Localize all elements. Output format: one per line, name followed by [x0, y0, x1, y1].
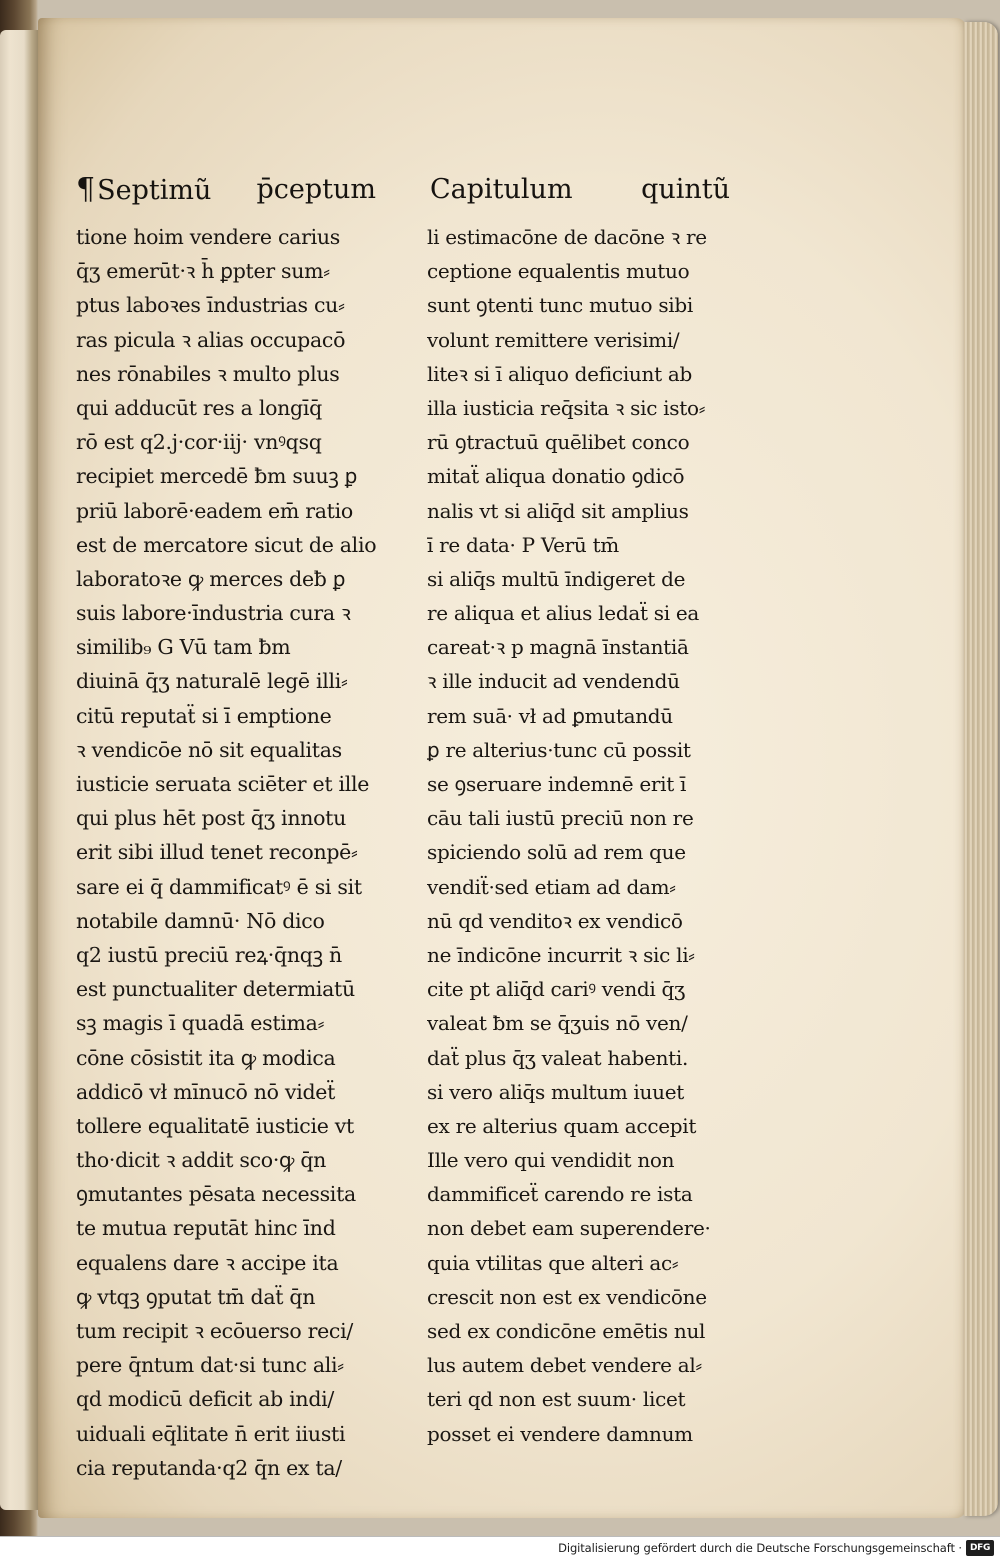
text-line: tum recipit ꝛ ecōuerso reci/ — [76, 1319, 353, 1343]
text-line: qd modicū deficit ab indi/ — [76, 1387, 335, 1412]
text-line: careat·ꝛ p magnā īnstantiā — [427, 635, 689, 660]
text-line: te mutua reputāt hinc īnd — [76, 1216, 336, 1241]
text-line: daẗ plus q̄ʒ valeat habenti. — [427, 1045, 689, 1070]
text-line: ꝯmutantes pēsata necessita — [76, 1182, 356, 1207]
text-line: ī re data· P Verū tm̄ — [427, 532, 619, 557]
text-line: equalens dare ꝛ accipe ita — [76, 1250, 339, 1275]
text-line: crescit non est ex vendicōne — [427, 1284, 707, 1309]
text-line: uiduali eq̄litate n̄ erit iiusti — [76, 1421, 346, 1446]
text-line: citū reputaẗ si ī emptione — [76, 703, 332, 728]
text-line: notabile damnū· Nō dico — [76, 908, 325, 933]
digitization-footer — [0, 1536, 1000, 1560]
text-line: lus autem debet vendere al⸗ — [427, 1353, 702, 1378]
text-line: Ille vero qui vendidit non — [427, 1148, 675, 1173]
text-line: re aliqua et alius ledaẗ si ea — [427, 601, 700, 626]
page-fore-edge — [964, 22, 998, 1516]
text-line: si vero aliq̄s multum iuuet — [427, 1079, 684, 1104]
text-line: teri qd non est suum· licet — [427, 1387, 686, 1412]
text-line: cāu tali iustū preciū non re — [427, 806, 694, 831]
text-line: ꝛ vendicōe nō sit equalitas — [76, 737, 342, 762]
text-line: mitaẗ aliqua donatio ꝯdicō — [427, 464, 685, 489]
text-line: ꝑ re alterius·tunc cū possit — [427, 737, 691, 762]
running-head-left — [76, 170, 376, 210]
text-line: tho·dicit ꝛ addit sco·ꝙ q̄n — [76, 1148, 327, 1173]
text-line: sꝫ magis ī quadā estima⸗ — [76, 1011, 325, 1036]
text-line: est de mercatore sicut de alio — [76, 532, 377, 557]
text-line: pere q̄ntum dat·si tunc ali⸗ — [76, 1353, 344, 1378]
text-line: nū qd venditoꝛ ex vendicō — [427, 908, 683, 933]
text-line: sunt ꝯtenti tunc mutuo sibi — [427, 293, 693, 318]
text-line: illa iusticia req̄sita ꝛ sic isto⸗ — [427, 395, 706, 420]
text-line: q̄ʒ emerūt·ꝛ h̄ ꝑpter sum⸗ — [76, 259, 330, 284]
running-head-left-word-2: p̄ceptum — [256, 174, 376, 205]
text-line: laboratoꝛe ꝙ merces deƀ ꝑ — [76, 566, 346, 591]
text-line: erit sibi illud tenet reconpē⸗ — [76, 840, 358, 865]
text-line: ꝛ ille inducit ad vendendū — [427, 669, 680, 694]
running-head-right-word-1: Capitulum — [430, 174, 573, 205]
text-line: tollere equalitatē iusticie vt — [76, 1113, 354, 1138]
text-line: posset ei vendere damnum — [427, 1421, 693, 1446]
text-line: addicō vł mīnucō nō videẗ — [76, 1079, 336, 1104]
text-line: rū ꝯtractuū quēlibet conco — [427, 430, 690, 455]
text-line: ras picula ꝛ alias occupacō — [76, 327, 346, 352]
running-head-right — [430, 170, 730, 210]
text-line: iusticie seruata sciēter et ille — [76, 772, 370, 796]
dfg-logo: DFG — [966, 1540, 994, 1556]
text-line: similib₉ G Vū tam ƀm — [76, 635, 291, 660]
text-line: spiciendo solū ad rem que — [427, 840, 686, 865]
text-line: dammificeẗ carendo re ista — [427, 1182, 693, 1207]
text-line: rō est q2.j·cor·iij· vnꝰqsq — [76, 430, 322, 455]
text-line: ex re alterius quam accepit — [427, 1113, 697, 1138]
text-line: quia vtilitas que alteri ac⸗ — [427, 1250, 679, 1275]
text-line: ne īndicōne incurrit ꝛ sic li⸗ — [427, 942, 695, 967]
text-line: rem suā· vł ad ꝑmutandū — [427, 703, 673, 728]
text-line: priū laborē·eadem em̄ ratio — [76, 498, 353, 523]
facing-page-edge — [0, 30, 40, 1510]
text-line: nes rōnabiles ꝛ multo plus — [76, 361, 340, 386]
text-line: cia reputanda·q2 q̄n ex ta/ — [76, 1455, 342, 1480]
running-head-left-word-1: Septimũ — [97, 175, 212, 206]
text-line: volunt remittere verisimi/ — [427, 327, 680, 352]
text-line: suis labore·īndustria cura ꝛ — [76, 601, 351, 626]
text-line: cōne cōsistit ita ꝙ modica — [76, 1045, 336, 1070]
text-line: est punctualiter determiatū — [76, 977, 355, 1002]
text-line: cite pt aliq̄d cariꝰ vendi q̄ʒ — [427, 977, 686, 1002]
text-line: qui plus hēt post q̄ʒ innotu — [76, 806, 347, 831]
text-column-left — [76, 220, 381, 1485]
text-line: tione hoim vendere carius — [76, 225, 340, 249]
text-line: ꝙ vtqꝫ ꝯputat tm̄ daẗ q̄n — [76, 1284, 316, 1309]
text-line: sed ex condicōne emētis nul — [427, 1319, 706, 1343]
text-column-right — [427, 220, 739, 1451]
text-line: si aliq̄s multū īndigeret de — [427, 566, 686, 591]
text-line: valeat ƀm se q̄ʒuis nō ven/ — [427, 1011, 688, 1036]
running-head-right-word-2: quintũ — [641, 174, 730, 205]
text-line: se ꝯseruare indemnē erit ī — [427, 772, 687, 796]
text-line: ptus laboꝛes īndustrias cu⸗ — [76, 293, 345, 318]
text-line: q2 iustū preciū reꝝ·q̄nqꝫ n̄ — [76, 942, 342, 967]
text-line: sare ei q̄ dammificatꝰ ē si sit — [76, 874, 362, 899]
text-line: li estimacōne de dacōne ꝛ re — [427, 225, 707, 249]
text-line: vendiẗ·sed etiam ad dam⸗ — [427, 874, 676, 899]
funding-notice: Digitalisierung gefördert durch die Deutsche Forschungsgemeinschaft · — [558, 1541, 962, 1555]
text-line: nalis vt si aliq̄d sit amplius — [427, 498, 689, 523]
text-line: liteꝛ si ī aliquo deficiunt ab — [427, 361, 692, 386]
text-line: diuinā q̄ʒ naturalē legē illi⸗ — [76, 669, 348, 694]
text-line: recipiet mercedē ƀm suuꝫ ꝑ — [76, 464, 358, 489]
text-line: ceptione equalentis mutuo — [427, 259, 690, 284]
text-line: qui adducūt res a longīq̄ — [76, 395, 322, 420]
text-line: non debet eam superendere· — [427, 1216, 711, 1241]
pilcrow-mark: ¶ — [76, 172, 96, 207]
